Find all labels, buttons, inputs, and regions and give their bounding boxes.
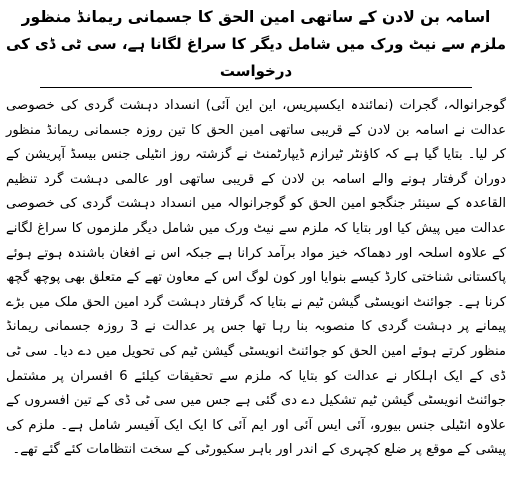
article-body: گوجرانوالہ، گجرات (نمائندہ ایکسپریس، این این آئی) انسداد دہشت گردی کی خصوصی عدالت نے اسامہ بن لادن کے قریبی ساتھی امین الحق کا تین روزہ جسمانی ریمانڈ منظور کر لیا۔ بتایا گیا ہے کہ کاؤنٹر ٹیرازم ڈیپارٹمنٹ نے گزشتہ روز انٹیلی جنس بیسڈ آپریشن کے دوران گرفتار ہونے والے اسامہ بن لادن کے قریبی ساتھی اور عالمی دہشت گرد تنظیم القاعدہ کے سینئر جنگجو امین الحق کو گوجرانوالہ میں انسداد دہشت گردی کی خصوصی عدالت میں پیش کیا اور بتایا کہ ملزم سے نیٹ ورک میں شامل دیگر ملزموں کا سراغ لگانے کے علاوہ اسلحہ اور دھماکہ خیز مواد برآمد کرانا ہے جبکہ اس نے افغان باشندہ ہوتے ہوئے پاکستانی شناختی کارڈ کیسے بنوایا اور کون لوگ اس کے معاون تھے کے متعلق بھی پوچھ گچھ کرنا ہے۔ جوائنٹ انویسٹی گیشن ٹیم نے بتایا کہ گرفتار دہشت گرد امین الحق ملک میں بڑے پیمانے پر دہشت گردی کا منصوبہ بنا رہا تھا جس پر عدالت نے 3 روزہ جسمانی ریمانڈ منظور کرتے ہوئے امین الحق کو جوائنٹ انویسٹی گیشن ٹیم کی تحویل میں دے دیا۔ سی ٹی ڈی کے ایک اہلکار نے عدالت کو بتایا کہ ملزم سے تحقیقات کیلئے 6 افسران پر مشتمل جوائنٹ انویسٹی گیشن ٹیم تشکیل دے دی گئی ہے جس میں سی ٹی ڈی کے تین افسروں کے علاوہ انٹیلی جنس بیورو، آئی ایس آئی اور ایم آئی کا ایک ایک آفیسر شامل ہے۔ ملزم کی پیشی کے موقع پر ضلع کچہری کے اندر اور باہر سکیورٹی کے سخت انتظامات کئے گئے تھے۔ bbox=[6, 98, 506, 458]
headline-divider bbox=[40, 87, 472, 88]
news-clipping bbox=[4, 0, 508, 503]
headline-main: اسامہ بن لادن کے ساتھی امین الحق کا جسمانی ریمانڈ منظور bbox=[21, 8, 491, 26]
headline-sub: ملزم سے نیٹ ورک میں شامل دیگر کا سراغ لگانا ہے، سی ٹی ڈی کی درخواست bbox=[5, 35, 507, 80]
